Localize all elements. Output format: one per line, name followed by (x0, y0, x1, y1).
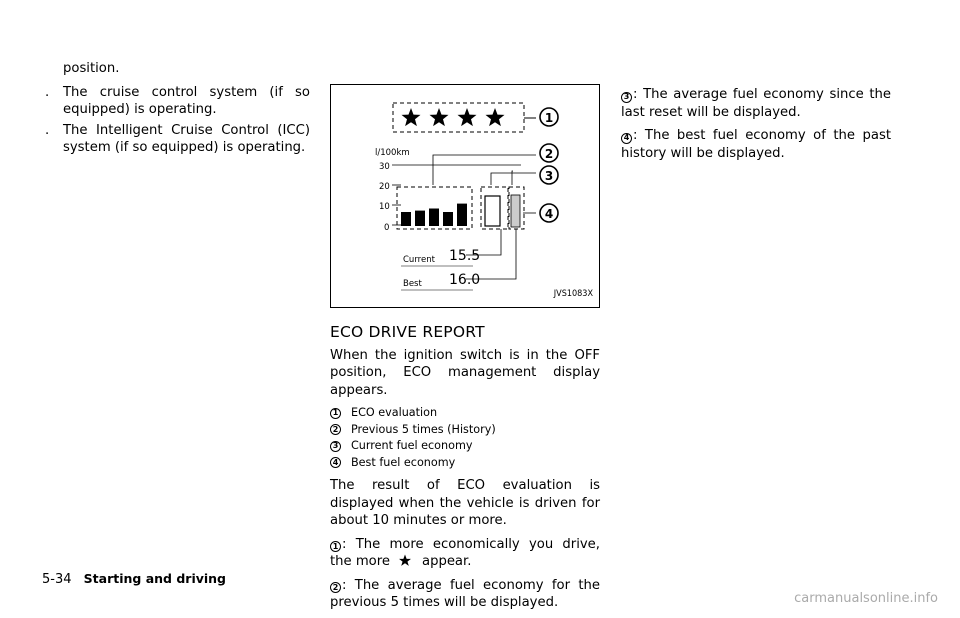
section-title: Starting and driving (83, 571, 227, 586)
middle-column (330, 60, 600, 618)
eco-star (430, 108, 449, 126)
item3-paragraph (621, 86, 891, 121)
bullet-item (42, 122, 310, 157)
svg-text:1: 1 (544, 111, 554, 125)
item1-paragraph (330, 536, 600, 571)
circled-number: 3 (621, 92, 632, 103)
history-bar (415, 211, 425, 226)
circled-number: 2 (330, 424, 341, 435)
legend-item (330, 405, 600, 422)
leader-line-3 (491, 173, 536, 185)
current-bar (485, 196, 500, 226)
unit-label: l/100km (375, 148, 410, 158)
legend-text: Best fuel economy (351, 455, 456, 469)
callout-2 (540, 144, 558, 162)
eco-report-figure (330, 84, 600, 308)
bullet-mark: . (45, 84, 50, 100)
circled-number: 4 (330, 457, 341, 468)
eco-stars (402, 108, 505, 126)
history-bar (401, 212, 411, 226)
legend-item (330, 455, 600, 472)
intro-paragraph: When the ignition switch is in the OFF position, ECO management display appears. (330, 347, 600, 398)
svg-text:4: 4 (544, 207, 554, 221)
history-bar (457, 204, 467, 226)
legend-text: Previous 5 times (History) (351, 422, 496, 436)
result-paragraph: The result of ECO evaluation is displayed when the vehicle is driven for about 10 minutes or more. (330, 478, 600, 528)
svg-text:3: 3 (544, 169, 554, 183)
circled-number: 2 (330, 582, 341, 593)
callout-3 (540, 166, 558, 184)
legend-list (330, 405, 600, 471)
circled-number: 4 (621, 133, 632, 144)
page-number: 5-34 (42, 572, 72, 587)
item4-paragraph (621, 127, 891, 162)
figure-code: JVS1083X (553, 288, 593, 299)
circled-number: 1 (330, 541, 341, 552)
svg-text:2: 2 (544, 147, 554, 161)
item1-text: : The more economically you drive, the more (330, 536, 600, 569)
legend-text: Current fuel economy (351, 439, 473, 452)
item1-text-end: appear. (422, 554, 472, 569)
eco-star (458, 108, 477, 126)
legend-item (330, 438, 600, 455)
star-icon (398, 554, 412, 567)
bullet-text: The Intelligent Cruise Control (ICC) system (if so equipped) is operating. (63, 122, 310, 155)
leader-line-2 (433, 155, 536, 185)
watermark: carmanualsonline.info (794, 591, 938, 606)
y-tick-10: 10 (379, 202, 390, 212)
y-tick-0: 0 (384, 223, 390, 233)
current-value: 15.5 (449, 248, 481, 264)
item2-paragraph (330, 577, 600, 612)
left-column (42, 60, 310, 160)
best-value: 16.0 (449, 272, 481, 288)
bullet-text: The cruise control system (if so equipped) is operating. (63, 84, 310, 117)
section-heading: ECO DRIVE REPORT (330, 323, 485, 341)
history-bar (429, 209, 439, 227)
best-label: Best (403, 279, 422, 289)
item4-text: : The best fuel economy of the past history will be displayed. (621, 128, 891, 161)
continued-text: position. (63, 61, 120, 76)
best-bar (511, 195, 520, 227)
callout-4 (540, 204, 558, 222)
circled-number: 1 (330, 408, 341, 419)
history-bar (443, 212, 453, 226)
bullet-item (42, 84, 310, 119)
bullet-mark: . (45, 122, 50, 138)
eco-star (402, 108, 421, 126)
legend-item (330, 422, 600, 439)
item3-text: : The average fuel economy since the last reset will be displayed. (621, 87, 891, 120)
eco-report-diagram (331, 85, 599, 307)
y-tick-30: 30 (379, 162, 390, 172)
circled-number: 3 (330, 441, 341, 452)
history-bars (401, 204, 467, 226)
item2-text: : The average fuel economy for the previous 5 times will be displayed. (330, 577, 600, 610)
legend-text: ECO evaluation (351, 406, 438, 419)
eco-star (486, 108, 505, 126)
page-footer (42, 571, 226, 587)
y-tick-20: 20 (379, 182, 390, 192)
right-column (621, 86, 891, 168)
callout-1 (540, 108, 558, 126)
current-label: Current (403, 255, 435, 265)
